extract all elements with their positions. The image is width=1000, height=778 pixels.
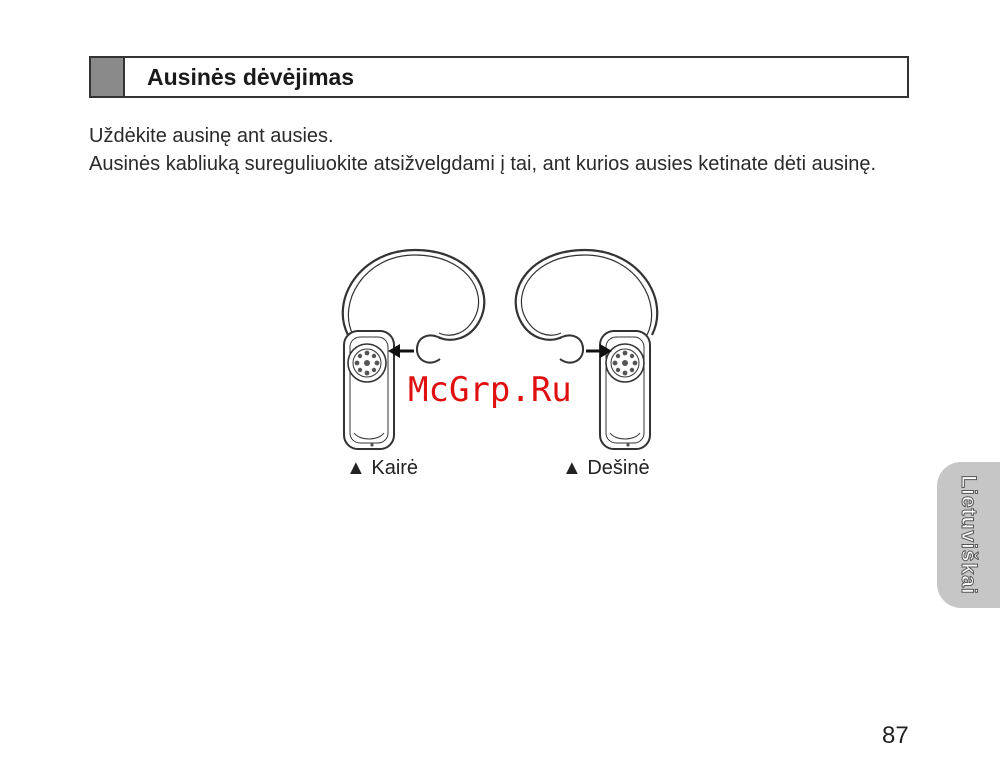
page-number: 87 xyxy=(882,722,909,749)
earpiece-drawing xyxy=(320,245,680,455)
language-tab-label: Lietuviškai xyxy=(957,475,980,595)
watermark: McGrp.Ru xyxy=(408,370,572,410)
right-caption: ▲ Dešinė xyxy=(562,457,650,479)
earpiece-illustration xyxy=(320,245,680,490)
instruction-line-2: Ausinės kabliuką sureguliuokite atsižvelgdami į tai, ant kurios ausies ketinate dėti ausinę. xyxy=(89,153,877,175)
section-title: Ausinės dėvėjimas xyxy=(147,63,355,90)
section-header xyxy=(89,56,909,98)
instruction-line-1: Uždėkite ausinę ant ausies. xyxy=(89,125,334,147)
left-caption: ▲ Kairė xyxy=(346,457,419,479)
body-text xyxy=(89,122,919,178)
section-marker xyxy=(91,58,125,96)
